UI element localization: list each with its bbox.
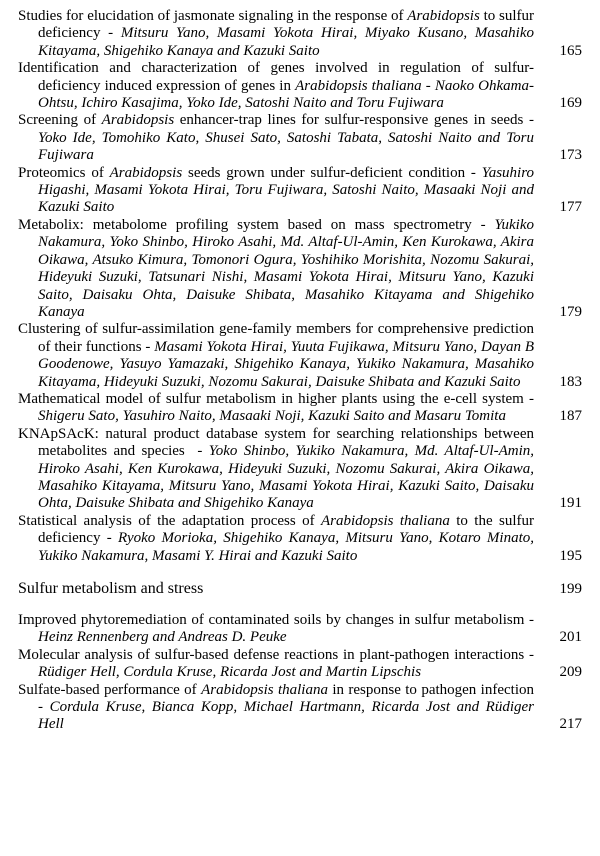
toc-entry [18, 321, 582, 391]
toc-entry [18, 217, 582, 321]
title-fragment: Metabolix: metabolome profiling system based on mass spectrometry [18, 216, 472, 233]
toc-entry-page-number: 209 [559, 664, 582, 681]
toc-entry-page-number: 177 [559, 199, 582, 216]
species-name: Arabidopsis [109, 164, 183, 181]
toc-entry-authors: Yukiko Nakamura, Yoko Shinbo, Hiroko Asahi, Md. Altaf-Ul-Amin, Ken Kurokawa, Akira Oikawa, Atsuko Kimura, Tomonori Ogura, Yoshihiko Morishita, Nozomu Sakurai, Hideyuki Suzuki, Tatsunari Nishi, Masami Yokota Hirai, Mitsuru Yano, Kazuki Saito, Daisaku Ohta, Daisuke Shibata, Masahiko Kitayama and Shigehiko Kanaya [38, 216, 534, 320]
toc-entry-text [18, 165, 534, 217]
toc-entry-separator: - [38, 681, 538, 716]
toc-entry-separator: - [421, 77, 435, 94]
toc-entry-page-number: 201 [559, 629, 582, 646]
toc-group-before-section [18, 8, 582, 565]
toc-entry-page-number: 191 [559, 495, 582, 512]
toc-entry [18, 165, 582, 217]
toc-entry-page-number: 173 [559, 147, 582, 164]
toc-section-heading [18, 579, 582, 599]
toc-entry-page-number: 165 [559, 42, 582, 59]
toc-entry-authors: Ryoko Morioka, Shigehiko Kanaya, Mitsuru Yano, Kotaro Minato, Yukiko Nakamura, Masami Y. Hirai and Kazuki Saito [38, 530, 534, 564]
toc-entry-separator: - [100, 25, 121, 42]
toc-entry-text [18, 426, 534, 513]
toc-entry-authors: Rüdiger Hell, Cordula Kruse, Ricarda Jost and Martin Lipschis [38, 664, 422, 681]
title-fragment: in response to pathogen infection [327, 681, 534, 698]
species-name: Arabidopsis [407, 8, 480, 24]
title-fragment: Molecular analysis of sulfur-based defense reactions in plant-pathogen interactions [18, 646, 525, 663]
toc-entry-title [18, 391, 524, 407]
toc-entry-authors: Masami Yokota Hirai, Yuuta Fujikawa, Mitsuru Yano, Dayan B Goodenowe, Yasuyo Yamazaki, Shigehiko Kanaya, Yukiko Nakamura, Masahiko Kitayama, Hideyuki Suzuki, Nozomu Sakurai, Daisuke Shibata and Kazuki Saito [38, 338, 535, 390]
title-fragment: Identification and characterization of genes involved in regulation of sulfur-deficiency induced expression of genes in [18, 60, 534, 94]
toc-entry-authors: Shigeru Sato, Yasuhiro Naito, Masaaki Noji, Kazuki Saito and Masaru Tomita [38, 408, 506, 425]
title-fragment: to the sulfur deficiency [38, 512, 534, 547]
table-of-contents [18, 8, 582, 734]
toc-entry-separator: - [184, 443, 209, 460]
toc-entry-text [18, 612, 538, 647]
toc-entry-title [18, 112, 523, 128]
title-fragment: Statistical analysis of the adaptation process of [18, 512, 321, 529]
title-fragment: Sulfate-based performance of [18, 681, 202, 698]
toc-entry-separator: - [141, 338, 155, 355]
toc-entry-authors: Mitsuru Yano, Masami Yokota Hirai, Miyako Kusano, Masahiko Kitayama, Shigehiko Kanaya and Kazuki Saito [38, 25, 534, 59]
toc-entry-text [18, 112, 538, 164]
title-fragment: Mathematical model of sulfur metabolism in higher plants using the e-cell system [18, 390, 524, 407]
title-fragment: enhancer-trap lines for sulfur-responsive genes in seeds [174, 112, 524, 129]
species-name: Arabidopsis thaliana [295, 77, 422, 94]
toc-entry [18, 8, 582, 60]
toc-entry-authors: Cordula Kruse, Bianca Kopp, Michael Hartmann, Ricarda Jost and Rüdiger Hell [38, 699, 535, 733]
toc-entry-separator: - [524, 646, 538, 663]
title-fragment: to sulfur deficiency [38, 8, 534, 42]
toc-entry-text [18, 681, 538, 734]
toc-entry-page-number: 217 [559, 716, 582, 733]
section-title: Sulfur metabolism and stress [18, 580, 204, 597]
toc-entry-separator: - [100, 530, 119, 547]
toc-entry-authors: Naoko Ohkama-Ohtsu, Ichiro Kasajima, Yoko Ide, Satoshi Naito and Toru Fujiwara [38, 77, 534, 112]
toc-entry-page-number: 179 [559, 303, 582, 320]
toc-entry-title [18, 165, 465, 181]
toc-entry-text [18, 513, 534, 565]
toc-entry [18, 682, 582, 734]
toc-entry [18, 391, 582, 426]
title-fragment: seeds grown under sulfur-deficient condition [182, 164, 466, 181]
toc-entry-page-number: 187 [559, 408, 582, 425]
title-fragment: Studies for elucidation of jasmonate signaling in the response of [18, 8, 408, 24]
toc-entry-text [18, 390, 538, 426]
toc-entry-title [18, 647, 524, 663]
species-name: Arabidopsis thaliana [201, 681, 328, 698]
toc-entry [18, 612, 582, 647]
toc-entry-separator: - [471, 216, 495, 233]
toc-entry-separator: - [465, 164, 482, 181]
toc-entry-page-number: 169 [559, 95, 582, 112]
toc-entry [18, 647, 582, 682]
toc-entry-title [18, 217, 472, 233]
title-fragment: KNApSAcK: natural product database system for searching relationships between metabolites and species [18, 425, 534, 460]
title-fragment: Clustering of sulfur-assimilation gene-family members for comprehensive prediction of their functions [18, 321, 534, 355]
toc-entry-authors: Yoko Ide, Tomohiko Kato, Shusei Sato, Satoshi Tabata, Satoshi Naito and Toru Fujiwara [38, 129, 534, 164]
toc-entry-text [18, 321, 534, 391]
toc-entry-title [18, 682, 534, 698]
toc-entry [18, 60, 582, 112]
title-fragment: Proteomics of [18, 164, 110, 181]
species-name: Arabidopsis [101, 112, 175, 129]
toc-entry [18, 426, 582, 513]
toc-entry [18, 513, 582, 565]
toc-entry-text [18, 8, 534, 60]
toc-entry-title [18, 612, 524, 628]
species-name: Arabidopsis thaliana [320, 512, 450, 529]
title-fragment: Screening of [18, 112, 102, 129]
toc-entry-separator: - [523, 390, 538, 407]
toc-entry-authors: Yasuhiro Higashi, Masami Yokota Hirai, Toru Fujiwara, Satoshi Naito, Masaaki Noji and Kazuki Saito [38, 164, 534, 216]
title-fragment: Improved phytoremediation of contaminated soils by changes in sulfur metabolism [18, 612, 525, 628]
toc-entry-page-number: 195 [559, 547, 582, 564]
toc-entry-text [18, 60, 534, 112]
section-page-number: 199 [559, 581, 582, 597]
toc-entry-page-number: 183 [559, 373, 582, 390]
toc-entry [18, 112, 582, 164]
toc-group-after-section [18, 612, 582, 734]
toc-entry-authors: Heinz Rennenberg and Andreas D. Peuke [38, 629, 287, 646]
toc-entry-authors: Yoko Shinbo, Yukiko Nakamura, Md. Altaf-Ul-Amin, Hiroko Asahi, Ken Kurokawa, Hideyuki Suzuki, Nozomu Sakurai, Akira Oikawa, Masahiko Kitayama, Mitsuru Yano, Masami Yokota Hirai, Kazuki Saito, Daisaku Ohta, Daisuke Shibata and Shigehiko Kanaya [38, 443, 535, 512]
toc-entry-text [18, 217, 534, 321]
toc-entry-separator: - [523, 112, 538, 129]
toc-entry-separator: - [524, 612, 538, 628]
toc-entry-text [18, 646, 538, 682]
